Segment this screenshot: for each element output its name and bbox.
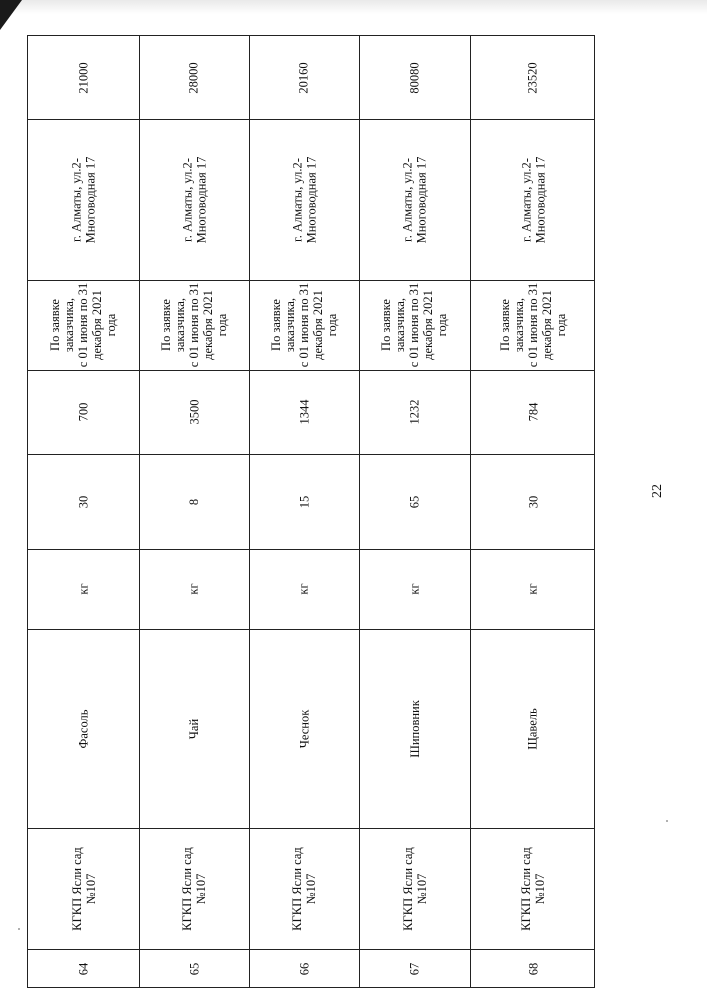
delivery-terms-line: По заявке [159,299,173,351]
num-value: 65 [187,962,201,976]
total-value: 23520 [526,61,540,94]
total-cell [139,36,249,119]
customer-cell [139,828,249,949]
num-value: 67 [407,962,422,976]
delivery-address-line: Многоводная 17 [194,156,208,243]
product-value: Щавель [525,707,540,750]
product-cell [28,629,139,828]
address-cell [28,119,139,280]
delivery-terms-line: декабря 2021 [421,290,436,360]
scan-speck [666,820,668,822]
delivery-terms-line: с 01 июня по 31 [187,282,201,368]
scan-speck [18,928,20,930]
scan-top-edge [0,0,707,14]
unit-value: кг [186,583,201,595]
delivery-address-text [519,156,547,243]
unit-cell [139,549,249,629]
quantity-cell [28,454,139,549]
delivery-terms-line: заказчика, [62,297,77,353]
page-number-text: 22 [650,484,665,498]
total-value: 21000 [76,61,91,94]
delivery-terms-line: года [554,313,568,337]
customer-name: КГКП Ясли сад №107 [519,846,547,931]
delivery-terms-line: По заявке [48,299,63,351]
unit-cell [249,549,359,629]
delivery-terms-text [380,283,450,367]
qty-value: 8 [187,498,201,505]
total-value: 28000 [187,61,201,94]
qty-value: 65 [407,495,422,508]
delivery-address-line: Многоводная 17 [533,156,547,243]
delivery-address-line: Многоводная 17 [304,156,318,243]
delivery-terms-line: декабря 2021 [90,290,105,360]
delivery-terms-line: с 01 июня по 31 [297,282,311,368]
delivery-terms-text [49,283,119,367]
delivery-terms-line: с 01 июня по 31 [526,282,540,368]
total-cell [359,36,470,119]
address-cell [249,119,359,280]
delivery-terms-line: с 01 июня по 31 [76,282,91,368]
row-number-cell [28,949,139,989]
delivery-terms-line: года [325,313,339,337]
quantity-cell [139,454,249,549]
price-cell [249,370,359,454]
delivery-terms-text [159,283,229,367]
delivery-terms-text [498,283,568,367]
customer-name: КГКП Ясли сад №107 [69,846,98,931]
delivery-address-line: г. Алматы, ул.2- [290,157,304,242]
price-value: 1344 [297,399,311,425]
delivery-terms-line: заказчика, [512,297,526,353]
row-number-cell [249,949,359,989]
delivery-terms-line: заказчика, [393,297,408,353]
price-cell [28,370,139,454]
delivery-address-line: Многоводная 17 [414,156,429,243]
terms-cell [470,280,596,370]
delivery-address-text [180,156,208,243]
delivery-terms-line: По заявке [269,299,283,351]
price-value: 700 [76,402,91,422]
delivery-terms-line: с 01 июня по 31 [407,282,422,368]
total-value: 80080 [407,61,422,94]
unit-value: кг [525,583,540,595]
total-cell [28,36,139,119]
unit-cell [359,549,470,629]
terms-cell [28,280,139,370]
qty-value: 30 [526,495,540,508]
quantity-cell [249,454,359,549]
product-value: Фасоль [76,709,91,748]
delivery-terms-line: заказчика, [283,297,297,353]
price-value: 784 [526,402,540,422]
delivery-address-line: г. Алматы, ул.2- [69,157,84,242]
total-cell [470,36,596,119]
address-cell [359,119,470,280]
delivery-terms-text [269,283,339,367]
customer-name: КГКП Ясли сад №107 [180,846,208,931]
product-value: Чеснок [296,709,311,748]
unit-value: кг [296,583,311,595]
delivery-terms-line: года [435,313,450,337]
quantity-cell [470,454,596,549]
product-cell [470,629,596,828]
customer-cell [249,828,359,949]
delivery-terms-line: заказчика, [173,297,187,353]
customer-name: КГКП Ясли сад №107 [290,846,318,931]
total-value: 20160 [297,61,311,94]
delivery-terms-line: По заявке [379,299,394,351]
delivery-address-text [401,156,429,243]
delivery-terms-line: декабря 2021 [201,290,215,360]
delivery-address-line: г. Алматы, ул.2- [180,157,194,242]
delivery-address-text [290,156,318,243]
product-cell [359,629,470,828]
delivery-terms-line: декабря 2021 [311,290,325,360]
unit-value: кг [407,583,422,595]
terms-cell [359,280,470,370]
page-number [643,481,673,501]
price-value: 3500 [187,399,201,425]
customer-cell [470,828,596,949]
num-value: 66 [297,962,311,976]
delivery-address-line: г. Алматы, ул.2- [519,157,533,242]
price-cell [359,370,470,454]
delivery-address-line: г. Алматы, ул.2- [400,157,415,242]
price-cell [470,370,596,454]
terms-cell [139,280,249,370]
delivery-terms-line: По заявке [498,299,512,351]
product-cell [249,629,359,828]
address-cell [139,119,249,280]
product-cell [139,629,249,828]
num-value: 68 [526,962,540,976]
product-value: Чай [187,718,201,739]
delivery-address-line: Многоводная 17 [83,156,98,243]
row-number-cell [359,949,470,989]
product-value: Шиповник [407,699,422,758]
customer-cell [359,828,470,949]
delivery-terms-line: декабря 2021 [540,290,554,360]
quantity-cell [359,454,470,549]
price-value: 1232 [407,399,422,425]
row-number-cell [139,949,249,989]
price-cell [139,370,249,454]
customer-cell [28,828,139,949]
unit-cell [470,549,596,629]
unit-cell [28,549,139,629]
row-number-cell [470,949,596,989]
terms-cell [249,280,359,370]
total-cell [249,36,359,119]
unit-value: кг [76,583,91,595]
num-value: 64 [76,962,91,976]
qty-value: 30 [76,495,91,508]
qty-value: 15 [297,495,311,508]
address-cell [470,119,596,280]
delivery-address-text [70,156,98,243]
delivery-terms-line: года [104,313,119,337]
customer-name: КГКП Ясли сад №107 [400,846,429,931]
delivery-terms-line: года [215,313,229,337]
procurement-table [27,35,595,988]
